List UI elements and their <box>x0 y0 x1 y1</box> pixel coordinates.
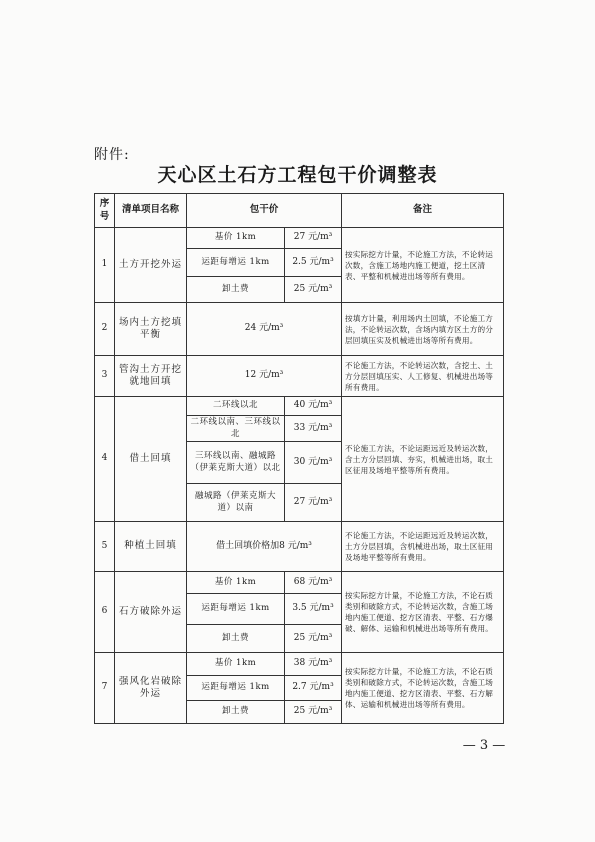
row-item-name: 场内土方挖填平衡 <box>115 303 187 356</box>
row-price: 24 元/m³ <box>187 303 342 356</box>
row-seq: 2 <box>95 303 115 356</box>
sub-item-price: 30 元/m³ <box>285 442 342 484</box>
row-price: 借土回填价格加8 元/m³ <box>187 522 342 572</box>
table-row <box>95 653 504 676</box>
col-header-seq: 序号 <box>95 194 115 228</box>
row-seq: 1 <box>95 228 115 303</box>
row-item-name: 石方破除外运 <box>115 572 187 653</box>
table-row <box>95 356 504 397</box>
page-title: 天心区土石方工程包干价调整表 <box>157 164 438 186</box>
sub-item-price: 27 元/m³ <box>285 228 342 249</box>
row-item-name: 借土回填 <box>115 397 187 522</box>
row-remarks: 按填方计量，利用场内土回填，不论施工方法，不论转运次数，含场内填方区土方的分层回填压实及机械进出场等所有费用。 <box>342 303 504 356</box>
sub-item-price: 25 元/m³ <box>285 701 342 724</box>
sub-item-price: 25 元/m³ <box>285 625 342 653</box>
row-item-name: 土方开挖外运 <box>115 228 187 303</box>
sub-item-label: 运距每增运 1km <box>187 249 285 277</box>
sub-item-price: 68 元/m³ <box>285 572 342 594</box>
row-seq: 5 <box>95 522 115 572</box>
row-remarks: 不论施工方法，不论转运次数，含挖土、土方分层回填压实、人工修复、机械进出场等所有费用。 <box>342 356 504 397</box>
row-seq: 6 <box>95 572 115 653</box>
row-price: 12 元/m³ <box>187 356 342 397</box>
sub-item-price: 2.7 元/m³ <box>285 676 342 701</box>
table-row <box>95 572 504 594</box>
sub-item-label: 基价 1km <box>187 653 285 676</box>
sub-item-price: 2.5 元/m³ <box>285 249 342 277</box>
sub-item-label: 二环线以北 <box>187 397 285 416</box>
sub-item-label: 卸土费 <box>187 277 285 303</box>
row-item-name: 种植土回填 <box>115 522 187 572</box>
table-row <box>95 303 504 356</box>
table-header-row <box>95 194 504 228</box>
page-number: — 3 — <box>462 738 506 753</box>
col-header-price: 包干价 <box>187 194 342 228</box>
sub-item-price: 40 元/m³ <box>285 397 342 416</box>
sub-item-price: 3.5 元/m³ <box>285 594 342 625</box>
row-remarks: 按实际挖方计量，不论施工方法，不论转运次数，含施工场地内施工便道，挖土区清表、平整和机械进出场等所有费用。 <box>342 228 504 303</box>
row-item-name: 管沟土方开挖就地回填 <box>115 356 187 397</box>
row-seq: 3 <box>95 356 115 397</box>
row-seq: 4 <box>95 397 115 522</box>
row-remarks: 不论施工方法，不论运距远近及转运次数，土方分层回填，含机械进出场，取土区征用及场地平整等所有费用。 <box>342 522 504 572</box>
col-header-item: 清单项目名称 <box>115 194 187 228</box>
price-table <box>94 193 504 724</box>
table-row <box>95 228 504 249</box>
attachment-label: 附件: <box>94 147 130 163</box>
sub-item-price: 38 元/m³ <box>285 653 342 676</box>
row-remarks: 不论施工方法，不论运距远近及转运次数，含土方分层回填、夯实，机械进出场，取土区征用及场地平整等所有费用。 <box>342 397 504 522</box>
sub-item-label: 卸土费 <box>187 701 285 724</box>
sub-item-label: 卸土费 <box>187 625 285 653</box>
row-item-name: 强风化岩破除外运 <box>115 653 187 724</box>
sub-item-price: 33 元/m³ <box>285 416 342 442</box>
row-remarks: 按实际挖方计量，不论施工方法，不论石质类别和破除方式，不论转运次数，含施工场地内施工便道、挖方区清表、平整、石方爆破、解体、运输和机械进出场等所有费用。 <box>342 572 504 653</box>
col-header-remarks: 备注 <box>342 194 504 228</box>
table-row <box>95 522 504 572</box>
sub-item-label: 基价 1km <box>187 228 285 249</box>
sub-item-label: 融城路（伊莱克斯大道）以南 <box>187 484 285 522</box>
sub-item-label: 运距每增运 1km <box>187 676 285 701</box>
sub-item-label: 基价 1km <box>187 572 285 594</box>
table-row <box>95 397 504 416</box>
row-seq: 7 <box>95 653 115 724</box>
sub-item-label: 运距每增运 1km <box>187 594 285 625</box>
sub-item-price: 25 元/m³ <box>285 277 342 303</box>
sub-item-price: 27 元/m³ <box>285 484 342 522</box>
sub-item-label: 三环线以南、融城路（伊莱克斯大道）以北 <box>187 442 285 484</box>
row-remarks: 按实际挖方计量，不论施工方法，不论石质类别和破除方式，不论转运次数，含施工场地内施工便道、挖方区清表、平整、石方解体、运输和机械进出场等所有费用。 <box>342 653 504 724</box>
sub-item-label: 二环线以南、三环线以北 <box>187 416 285 442</box>
